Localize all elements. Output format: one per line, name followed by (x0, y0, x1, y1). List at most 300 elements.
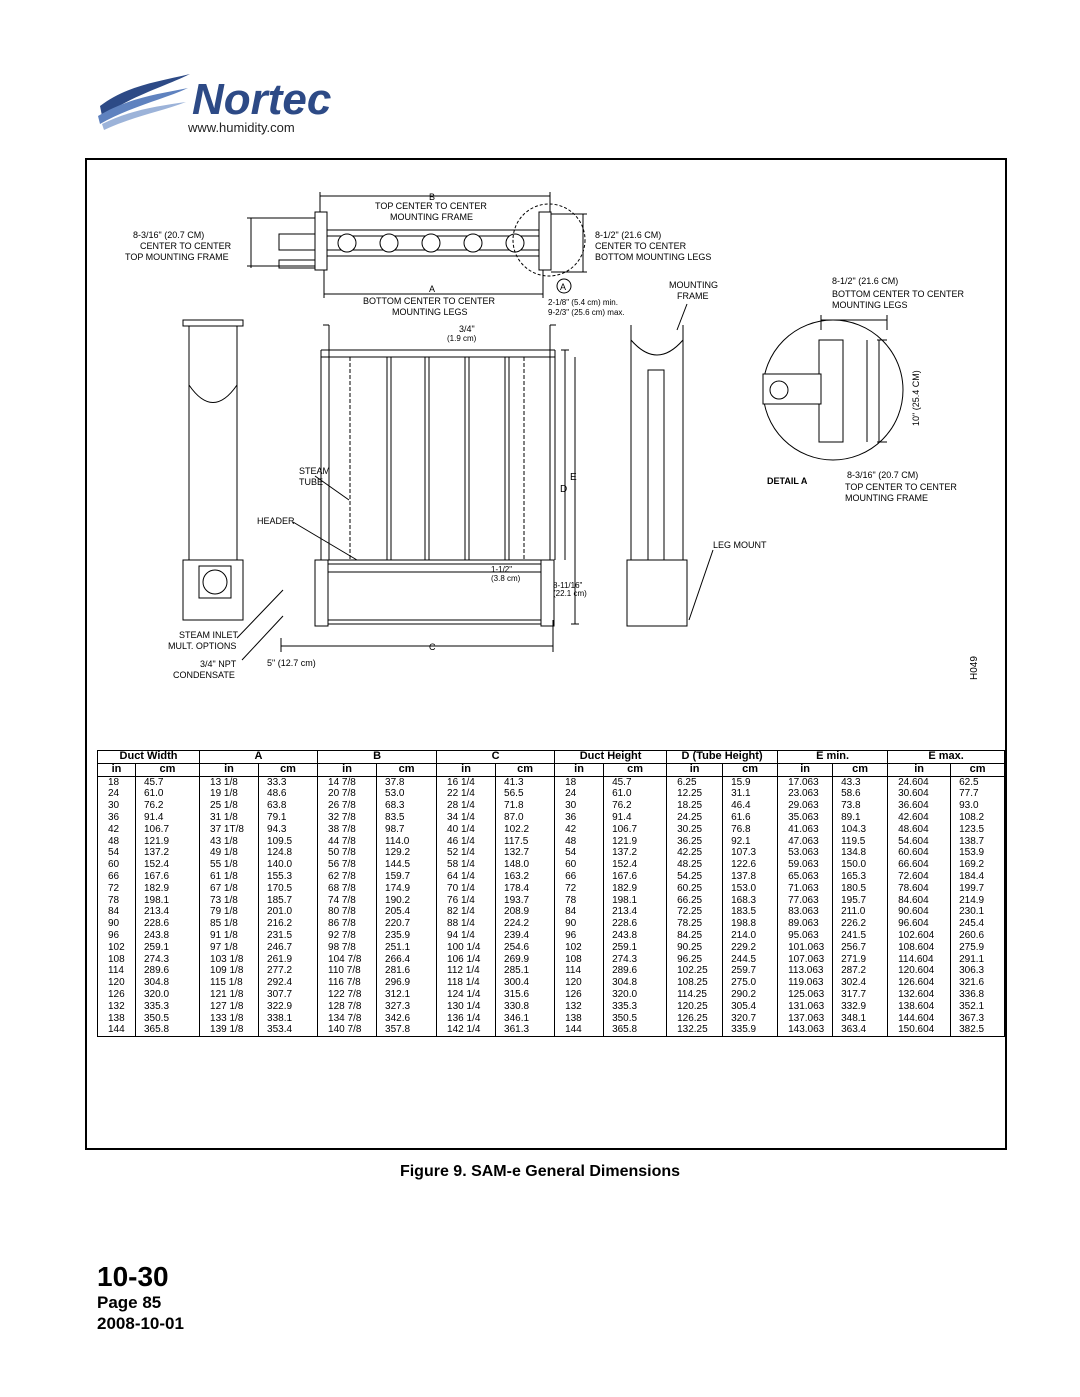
table-cell: 235.9 (377, 930, 437, 942)
svg-text:8-3/16" (20.7 CM): 8-3/16" (20.7 CM) (133, 230, 205, 240)
table-cell: 114.604 (888, 954, 951, 966)
table-cell: 124.8 (259, 847, 318, 859)
svg-text:FRAME: FRAME (677, 291, 709, 301)
table-cell: 120 (98, 977, 136, 989)
table-cell: 72 (555, 883, 604, 895)
table-cell: 180.5 (833, 883, 888, 895)
table-cell: 53.063 (778, 847, 833, 859)
table-cell: 260.6 (951, 930, 1005, 942)
table-cell: 119.063 (778, 977, 833, 989)
table-cell: 346.1 (496, 1013, 555, 1025)
table-cell: 205.4 (377, 906, 437, 918)
table-row (98, 942, 1005, 954)
table-cell: 18 (555, 776, 604, 788)
table-cell: 101.063 (778, 942, 833, 954)
table-cell: 290.2 (723, 989, 778, 1001)
table-cell: 72.25 (667, 906, 723, 918)
svg-text:HEADER: HEADER (257, 516, 295, 526)
table-cell: 269.9 (496, 954, 555, 966)
table-row (98, 895, 1005, 907)
table-cell: 134 7/8 (318, 1013, 377, 1025)
svg-text:MOUNTING FRAME: MOUNTING FRAME (845, 493, 928, 503)
table-cell: 43 1/8 (200, 836, 259, 848)
group-header: E min. (778, 751, 888, 764)
table-cell: 53.0 (377, 788, 437, 800)
table-cell: 289.6 (136, 965, 200, 977)
table-cell: 239.4 (496, 930, 555, 942)
table-cell: 327.3 (377, 1001, 437, 1013)
svg-text:(22.1 cm): (22.1 cm) (553, 589, 587, 598)
table-cell: 198.8 (723, 918, 778, 930)
svg-text:BOTTOM CENTER TO CENTER: BOTTOM CENTER TO CENTER (363, 296, 496, 306)
table-cell: 36.604 (888, 800, 951, 812)
svg-text:8-11/16": 8-11/16" (553, 581, 583, 590)
table-cell: 20 7/8 (318, 788, 377, 800)
table-cell: 85 1/8 (200, 918, 259, 930)
table-cell: 73.8 (833, 800, 888, 812)
table-cell: 195.7 (833, 895, 888, 907)
table-cell: 96 (555, 930, 604, 942)
table-cell: 94.3 (259, 824, 318, 836)
table-row (98, 824, 1005, 836)
table-cell: 42.25 (667, 847, 723, 859)
table-cell: 127 1/8 (200, 1001, 259, 1013)
table-cell: 71.063 (778, 883, 833, 895)
side-view-left (168, 320, 283, 680)
table-cell: 132 (555, 1001, 604, 1013)
table-cell: 137.8 (723, 871, 778, 883)
table-cell: 62 7/8 (318, 871, 377, 883)
table-cell: 132.7 (496, 847, 555, 859)
table-cell: 54 (98, 847, 136, 859)
table-cell: 167.6 (604, 871, 667, 883)
table-cell: 30 (98, 800, 136, 812)
table-cell: 137.063 (778, 1013, 833, 1025)
table-cell: 320.0 (136, 989, 200, 1001)
table-cell: 108 (98, 954, 136, 966)
table-cell: 271.9 (833, 954, 888, 966)
table-cell: 60 (98, 859, 136, 871)
table-cell: 114.25 (667, 989, 723, 1001)
table-cell: 73 1/8 (200, 895, 259, 907)
drawing-id: H049 (969, 656, 980, 680)
table-cell: 214.9 (951, 895, 1005, 907)
table-cell: 153.0 (723, 883, 778, 895)
group-header: E max. (888, 751, 1005, 764)
table-cell: 367.3 (951, 1013, 1005, 1025)
table-row (98, 1001, 1005, 1013)
table-cell: 113.063 (778, 965, 833, 977)
table-cell: 114.0 (377, 836, 437, 848)
table-cell: 275.0 (723, 977, 778, 989)
table-cell: 106.7 (136, 824, 200, 836)
table-cell: 96.604 (888, 918, 951, 930)
svg-text:9-2/3" (25.6 cm) max.: 9-2/3" (25.6 cm) max. (548, 308, 625, 317)
table-cell: 244.5 (723, 954, 778, 966)
table-cell: 306.3 (951, 965, 1005, 977)
table-cell: 98.7 (377, 824, 437, 836)
table-cell: 96 (98, 930, 136, 942)
svg-text:MOUNTING: MOUNTING (669, 280, 718, 290)
unit-header: cm (496, 763, 555, 776)
table-cell: 246.7 (259, 942, 318, 954)
svg-text:D: D (560, 484, 568, 495)
table-cell: 84.25 (667, 930, 723, 942)
table-cell: 42 (98, 824, 136, 836)
table-row (98, 776, 1005, 788)
table-cell: 150.604 (888, 1024, 951, 1036)
table-cell: 30 (555, 800, 604, 812)
table-cell: 220.7 (377, 918, 437, 930)
table-cell: 174.9 (377, 883, 437, 895)
group-header: Duct Height (555, 751, 667, 764)
table-cell: 91 1/8 (200, 930, 259, 942)
unit-header: in (888, 763, 951, 776)
table-cell: 45.7 (604, 776, 667, 788)
table-cell: 26 7/8 (318, 800, 377, 812)
table-cell: 163.2 (496, 871, 555, 883)
table-cell: 193.7 (496, 895, 555, 907)
svg-text:B: B (429, 192, 436, 202)
table-cell: 259.7 (723, 965, 778, 977)
table-cell: 226.2 (833, 918, 888, 930)
table-cell: 365.8 (136, 1024, 200, 1036)
svg-text:CENTER TO CENTER: CENTER TO CENTER (140, 241, 232, 251)
table-cell: 289.6 (604, 965, 667, 977)
table-cell: 312.1 (377, 989, 437, 1001)
table-cell: 148.0 (496, 859, 555, 871)
table-cell: 42.604 (888, 812, 951, 824)
table-cell: 102.604 (888, 930, 951, 942)
table-cell: 33.3 (259, 776, 318, 788)
table-cell: 120.604 (888, 965, 951, 977)
svg-text:A: A (429, 284, 436, 294)
table-cell: 106 1/4 (437, 954, 496, 966)
table-cell: 58 1/4 (437, 859, 496, 871)
svg-text:C: C (429, 642, 436, 652)
group-header: Duct Width (98, 751, 200, 764)
table-cell: 114 (555, 965, 604, 977)
group-header: C (437, 751, 555, 764)
table-cell: 36.25 (667, 836, 723, 848)
table-cell: 259.1 (136, 942, 200, 954)
table-cell: 91.4 (136, 812, 200, 824)
table-cell: 54 (555, 847, 604, 859)
table-cell: 231.5 (259, 930, 318, 942)
table-cell: 304.8 (604, 977, 667, 989)
table-cell: 62.5 (951, 776, 1005, 788)
svg-text:STEAM: STEAM (299, 466, 331, 476)
table-cell: 24 (555, 788, 604, 800)
table-cell: 142 1/4 (437, 1024, 496, 1036)
table-cell: 243.8 (136, 930, 200, 942)
table-cell: 305.4 (723, 1001, 778, 1013)
table-cell: 29.063 (778, 800, 833, 812)
svg-text:10" (25.4 CM): 10" (25.4 CM) (911, 370, 921, 426)
table-cell: 123.5 (951, 824, 1005, 836)
table-cell: 89.1 (833, 812, 888, 824)
table-cell: 134.8 (833, 847, 888, 859)
table-cell: 274.3 (604, 954, 667, 966)
unit-header: in (318, 763, 377, 776)
table-cell: 320.0 (604, 989, 667, 1001)
table-cell: 304.8 (136, 977, 200, 989)
table-cell: 48.6 (259, 788, 318, 800)
table-cell: 126.25 (667, 1013, 723, 1025)
table-cell: 37 1T/8 (200, 824, 259, 836)
table-cell: 41.3 (496, 776, 555, 788)
nortec-logo (96, 66, 358, 140)
table-row (98, 800, 1005, 812)
table-cell: 153.9 (951, 847, 1005, 859)
table-cell: 132.604 (888, 989, 951, 1001)
table-cell: 16 1/4 (437, 776, 496, 788)
table-cell: 121.9 (604, 836, 667, 848)
table-cell: 28 1/4 (437, 800, 496, 812)
table-cell: 66 (555, 871, 604, 883)
dimensions-table-body (98, 776, 1005, 1037)
table-cell: 78 (98, 895, 136, 907)
table-cell: 126 (98, 989, 136, 1001)
table-cell: 86 7/8 (318, 918, 377, 930)
unit-header: cm (259, 763, 318, 776)
table-cell: 90.25 (667, 942, 723, 954)
table-cell: 109.5 (259, 836, 318, 848)
table-cell: 287.2 (833, 965, 888, 977)
table-cell: 274.3 (136, 954, 200, 966)
table-cell: 342.6 (377, 1013, 437, 1025)
table-cell: 19 1/8 (200, 788, 259, 800)
table-cell: 108.604 (888, 942, 951, 954)
table-row (98, 1024, 1005, 1036)
group-header: B (318, 751, 437, 764)
table-cell: 213.4 (136, 906, 200, 918)
table-cell: 107.063 (778, 954, 833, 966)
table-cell: 103 1/8 (200, 954, 259, 966)
table-cell: 124 1/4 (437, 989, 496, 1001)
section-number: 10-30 (97, 1261, 169, 1292)
detail-a (763, 276, 965, 503)
table-cell: 46 1/4 (437, 836, 496, 848)
table-cell: 241.5 (833, 930, 888, 942)
table-cell: 6.25 (667, 776, 723, 788)
units-header-row (98, 763, 1005, 776)
table-cell: 23.063 (778, 788, 833, 800)
table-cell: 30.25 (667, 824, 723, 836)
table-cell: 170.5 (259, 883, 318, 895)
table-cell: 54.604 (888, 836, 951, 848)
table-cell: 108.25 (667, 977, 723, 989)
table-cell: 61.0 (604, 788, 667, 800)
table-cell: 97 1/8 (200, 942, 259, 954)
dimensions-table (97, 750, 1005, 1037)
table-cell: 22 1/4 (437, 788, 496, 800)
table-cell: 228.6 (136, 918, 200, 930)
table-cell: 285.1 (496, 965, 555, 977)
table-cell: 15.9 (723, 776, 778, 788)
svg-text:TUBE: TUBE (299, 477, 324, 487)
table-cell: 224.2 (496, 918, 555, 930)
table-cell: 182.9 (136, 883, 200, 895)
table-cell: 60.25 (667, 883, 723, 895)
table-cell: 72 (98, 883, 136, 895)
table-cell: 251.1 (377, 942, 437, 954)
table-cell: 261.9 (259, 954, 318, 966)
table-cell: 102.2 (496, 824, 555, 836)
table-cell: 330.8 (496, 1001, 555, 1013)
table-cell: 60.604 (888, 847, 951, 859)
table-cell: 317.7 (833, 989, 888, 1001)
table-cell: 88 1/4 (437, 918, 496, 930)
svg-text:BOTTOM CENTER TO CENTER: BOTTOM CENTER TO CENTER (832, 289, 965, 299)
table-cell: 182.9 (604, 883, 667, 895)
table-cell: 140 7/8 (318, 1024, 377, 1036)
table-cell: 36 (555, 812, 604, 824)
table-row (98, 989, 1005, 1001)
table-cell: 83.063 (778, 906, 833, 918)
table-cell: 58.6 (833, 788, 888, 800)
table-cell: 144.5 (377, 859, 437, 871)
table-cell: 13 1/8 (200, 776, 259, 788)
table-cell: 95.063 (778, 930, 833, 942)
table-cell: 52 1/4 (437, 847, 496, 859)
table-cell: 256.7 (833, 942, 888, 954)
group-header: A (200, 751, 318, 764)
table-cell: 335.3 (136, 1001, 200, 1013)
table-cell: 12.25 (667, 788, 723, 800)
table-cell: 109 1/8 (200, 965, 259, 977)
table-cell: 121 1/8 (200, 989, 259, 1001)
table-cell: 139 1/8 (200, 1024, 259, 1036)
table-cell: 31 1/8 (200, 812, 259, 824)
table-cell: 277.2 (259, 965, 318, 977)
table-cell: 30.604 (888, 788, 951, 800)
table-cell: 76.2 (604, 800, 667, 812)
table-cell: 66 (98, 871, 136, 883)
svg-text:TOP CENTER TO CENTER: TOP CENTER TO CENTER (845, 482, 957, 492)
table-cell: 120 (555, 977, 604, 989)
table-cell: 65.063 (778, 871, 833, 883)
table-cell: 382.5 (951, 1024, 1005, 1036)
table-cell: 93.0 (951, 800, 1005, 812)
table-cell: 126 (555, 989, 604, 1001)
table-cell: 94 1/4 (437, 930, 496, 942)
table-cell: 59.063 (778, 859, 833, 871)
table-cell: 201.0 (259, 906, 318, 918)
table-cell: 129.2 (377, 847, 437, 859)
table-cell: 14 7/8 (318, 776, 377, 788)
table-cell: 320.7 (723, 1013, 778, 1025)
table-cell: 291.1 (951, 954, 1005, 966)
table-cell: 104 7/8 (318, 954, 377, 966)
brand-url: www.humidity.com (188, 120, 295, 135)
table-cell: 64 1/4 (437, 871, 496, 883)
table-cell: 91.4 (604, 812, 667, 824)
table-cell: 165.3 (833, 871, 888, 883)
table-row (98, 883, 1005, 895)
table-cell: 71.8 (496, 800, 555, 812)
svg-text:E: E (570, 472, 577, 483)
table-cell: 138 (98, 1013, 136, 1025)
svg-text:MOUNTING FRAME: MOUNTING FRAME (390, 212, 473, 222)
table-cell: 110 7/8 (318, 965, 377, 977)
table-cell: 77.7 (951, 788, 1005, 800)
unit-header: in (98, 763, 136, 776)
table-cell: 79 1/8 (200, 906, 259, 918)
table-cell: 67 1/8 (200, 883, 259, 895)
table-cell: 315.6 (496, 989, 555, 1001)
table-cell: 321.6 (951, 977, 1005, 989)
svg-text:(3.8 cm): (3.8 cm) (491, 574, 521, 583)
table-cell: 90 (98, 918, 136, 930)
table-cell: 363.4 (833, 1024, 888, 1036)
table-cell: 76 1/4 (437, 895, 496, 907)
table-cell: 84.604 (888, 895, 951, 907)
table-cell: 56 7/8 (318, 859, 377, 871)
table-cell: 275.9 (951, 942, 1005, 954)
table-row (98, 954, 1005, 966)
table-cell: 38 7/8 (318, 824, 377, 836)
table-cell: 48.25 (667, 859, 723, 871)
table-cell: 77.063 (778, 895, 833, 907)
table-cell: 119.5 (833, 836, 888, 848)
table-cell: 49 1/8 (200, 847, 259, 859)
svg-text:MOUNTING LEGS: MOUNTING LEGS (832, 300, 908, 310)
group-header-row (98, 751, 1005, 764)
table-cell: 18.25 (667, 800, 723, 812)
table-cell: 169.2 (951, 859, 1005, 871)
table-cell: 296.9 (377, 977, 437, 989)
table-cell: 307.7 (259, 989, 318, 1001)
table-cell: 66.604 (888, 859, 951, 871)
table-cell: 137.2 (136, 847, 200, 859)
table-cell: 132 (98, 1001, 136, 1013)
table-cell: 108 (555, 954, 604, 966)
table-cell: 61.6 (723, 812, 778, 824)
svg-text:STEAM INLET: STEAM INLET (179, 630, 239, 640)
table-cell: 61.0 (136, 788, 200, 800)
table-cell: 106.7 (604, 824, 667, 836)
table-row (98, 965, 1005, 977)
unit-header: cm (833, 763, 888, 776)
svg-text:A: A (560, 282, 567, 292)
svg-text:TOP CENTER TO CENTER: TOP CENTER TO CENTER (375, 201, 487, 211)
svg-text:(1.9 cm): (1.9 cm) (447, 334, 477, 343)
svg-text:8-1/2" (21.6 CM): 8-1/2" (21.6 CM) (832, 276, 899, 286)
table-cell: 54.25 (667, 871, 723, 883)
table-row (98, 836, 1005, 848)
table-cell: 292.4 (259, 977, 318, 989)
table-cell: 42 (555, 824, 604, 836)
svg-text:3/4" NPT: 3/4" NPT (200, 659, 237, 669)
table-cell: 44 7/8 (318, 836, 377, 848)
table-cell: 213.4 (604, 906, 667, 918)
svg-text:BOTTOM MOUNTING LEGS: BOTTOM MOUNTING LEGS (595, 252, 712, 262)
table-cell: 353.4 (259, 1024, 318, 1036)
table-cell: 259.1 (604, 942, 667, 954)
table-cell: 61 1/8 (200, 871, 259, 883)
table-cell: 47.063 (778, 836, 833, 848)
table-cell: 365.8 (604, 1024, 667, 1036)
table-cell: 214.0 (723, 930, 778, 942)
unit-header: cm (723, 763, 778, 776)
table-cell: 108.2 (951, 812, 1005, 824)
table-cell: 122 7/8 (318, 989, 377, 1001)
table-cell: 335.3 (604, 1001, 667, 1013)
svg-text:3/4": 3/4" (459, 324, 475, 334)
table-cell: 41.063 (778, 824, 833, 836)
brand-name: Nortec (192, 75, 332, 124)
